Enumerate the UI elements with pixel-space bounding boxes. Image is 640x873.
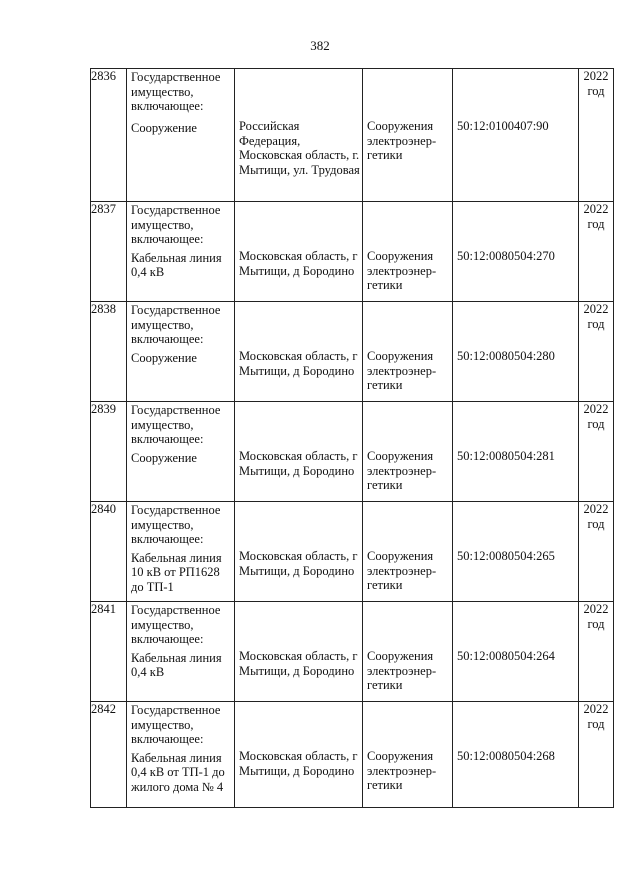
table-row	[91, 702, 614, 808]
entry-year: 2022 год	[579, 702, 614, 808]
entry-type-cell	[363, 402, 453, 502]
entry-address: Московская область, г Мытищи, д Бородино	[239, 349, 358, 378]
entry-address: Российская Федерация, Московская область, г. Мытищи, ул. Трудовая	[239, 119, 360, 177]
entry-number: 2836	[91, 69, 127, 202]
entry-type: Сооружения электроэнер-гетики	[367, 549, 437, 592]
entry-year: 2022 год	[579, 202, 614, 302]
entry-number: 2838	[91, 302, 127, 402]
entry-cadastral-number: 50:12:0100407:90	[457, 119, 549, 133]
entry-cadastral-cell	[453, 302, 579, 402]
page-number: 382	[310, 38, 330, 53]
entry-type-cell	[363, 302, 453, 402]
entry-address-cell	[235, 202, 363, 302]
entry-cadastral-cell	[453, 402, 579, 502]
entry-address-cell	[235, 602, 363, 702]
table-row	[91, 69, 614, 202]
entry-address: Московская область, г Мытищи, д Бородино	[239, 549, 358, 578]
entry-header: Государственное имущество, включающее:	[131, 70, 221, 113]
table-row	[91, 202, 614, 302]
entry-number: 2837	[91, 202, 127, 302]
entry-item: Сооружение	[131, 120, 197, 135]
entry-type-cell	[363, 502, 453, 602]
entry-name-cell	[127, 502, 235, 602]
entry-year: 2022 год	[579, 69, 614, 202]
entry-address: Московская область, г Мытищи, д Бородино	[239, 649, 358, 678]
entry-address-cell	[235, 69, 363, 202]
entry-address-cell	[235, 502, 363, 602]
entry-year: 2022 год	[579, 502, 614, 602]
entry-item: Кабельная линия 0,4 кВ	[131, 250, 222, 279]
entry-address-cell	[235, 302, 363, 402]
entry-address: Московская область, г Мытищи, д Бородино	[239, 449, 358, 478]
table-row	[91, 402, 614, 502]
entry-cadastral-cell	[453, 702, 579, 808]
entry-type: Сооружения электроэнер-гетики	[367, 749, 437, 792]
entry-number: 2840	[91, 502, 127, 602]
entry-year: 2022 год	[579, 402, 614, 502]
table-row	[91, 502, 614, 602]
entry-type-cell	[363, 702, 453, 808]
entry-item: Кабельная линия 0,4 кВ от ТП-1 до жилого дома № 4	[131, 750, 225, 794]
registry-rows	[91, 69, 614, 808]
entry-cadastral-cell	[453, 202, 579, 302]
entry-header: Государственное имущество, включающее:	[131, 503, 221, 546]
entry-year: 2022 год	[579, 302, 614, 402]
entry-header: Государственное имущество, включающее:	[131, 403, 221, 446]
entry-cadastral-number: 50:12:0080504:281	[457, 449, 555, 463]
entry-item: Сооружение	[131, 350, 197, 365]
table-row	[91, 602, 614, 702]
entry-number: 2842	[91, 702, 127, 808]
entry-address: Московская область, г Мытищи, д Бородино	[239, 249, 358, 278]
entry-name-cell	[127, 702, 235, 808]
entry-cadastral-number: 50:12:0080504:268	[457, 749, 555, 763]
entry-number: 2841	[91, 602, 127, 702]
entry-type: Сооружения электроэнер-гетики	[367, 349, 437, 392]
entry-cadastral-number: 50:12:0080504:265	[457, 549, 555, 563]
entry-name-cell	[127, 69, 235, 202]
entry-type-cell	[363, 202, 453, 302]
entry-address-cell	[235, 402, 363, 502]
entry-item: Кабельная линия 10 кВ от РП1628 до ТП-1	[131, 550, 222, 594]
entry-type: Сооружения электроэнер-гетики	[367, 649, 437, 692]
entry-cadastral-number: 50:12:0080504:280	[457, 349, 555, 363]
property-registry-table	[90, 68, 614, 808]
entry-header: Государственное имущество, включающее:	[131, 703, 221, 746]
entry-header: Государственное имущество, включающее:	[131, 603, 221, 646]
entry-name-cell	[127, 402, 235, 502]
entry-item: Сооружение	[131, 450, 197, 465]
entry-cadastral-number: 50:12:0080504:264	[457, 649, 555, 663]
entry-cadastral-cell	[453, 502, 579, 602]
entry-header: Государственное имущество, включающее:	[131, 303, 221, 346]
entry-type: Сооружения электроэнер-гетики	[367, 249, 437, 292]
entry-cadastral-cell	[453, 602, 579, 702]
entry-item: Кабельная линия 0,4 кВ	[131, 650, 222, 679]
entry-address-cell	[235, 702, 363, 808]
entry-address: Московская область, г Мытищи, д Бородино	[239, 749, 358, 778]
entry-number: 2839	[91, 402, 127, 502]
entry-type-cell	[363, 69, 453, 202]
entry-name-cell	[127, 602, 235, 702]
entry-cadastral-cell	[453, 69, 579, 202]
entry-name-cell	[127, 302, 235, 402]
entry-cadastral-number: 50:12:0080504:270	[457, 249, 555, 263]
entry-name-cell	[127, 202, 235, 302]
entry-type: Сооружения электроэнер-гетики	[367, 119, 437, 162]
table-row	[91, 302, 614, 402]
entry-type-cell	[363, 602, 453, 702]
entry-type: Сооружения электроэнер-гетики	[367, 449, 437, 492]
entry-year: 2022 год	[579, 602, 614, 702]
entry-header: Государственное имущество, включающее:	[131, 203, 221, 246]
